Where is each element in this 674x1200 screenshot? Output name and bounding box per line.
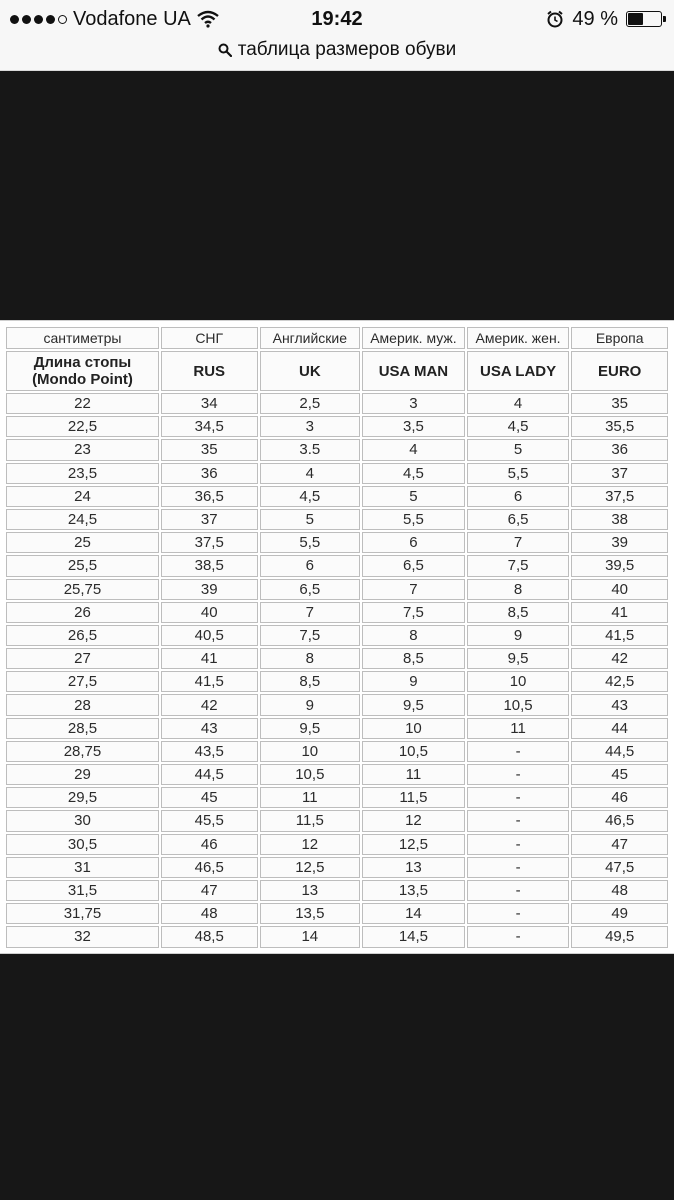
cell-euro: 42: [571, 648, 668, 669]
cell-uk: 12,5: [260, 857, 361, 878]
cell-rus: 45: [161, 787, 258, 808]
cell-euro: 47: [571, 834, 668, 855]
cell-usa-man: 13: [362, 857, 465, 878]
table-row: [6, 903, 668, 924]
header-europe: Европа: [571, 327, 668, 349]
cell-uk: 11: [260, 787, 361, 808]
cell-uk: 13,5: [260, 903, 361, 924]
cell-euro: 37: [571, 463, 668, 484]
table-row: [6, 671, 668, 692]
cell-rus: 43: [161, 718, 258, 739]
header-cis: СНГ: [161, 327, 258, 349]
header-english: Английские: [260, 327, 361, 349]
cell-uk: 5,5: [260, 532, 361, 553]
cell-uk: 12: [260, 834, 361, 855]
table-row: [6, 625, 668, 646]
header-usa-lady: USA LADY: [467, 351, 570, 391]
cell-usa-lady: -: [467, 764, 570, 785]
table-row: [6, 416, 668, 437]
table-row: [6, 439, 668, 460]
header-usa-man: USA MAN: [362, 351, 465, 391]
battery-icon: [626, 11, 662, 27]
cell-uk: 10: [260, 741, 361, 762]
cell-euro: 46: [571, 787, 668, 808]
cell-rus: 47: [161, 880, 258, 901]
cell-euro: 35: [571, 393, 668, 414]
cell-uk: 6,5: [260, 579, 361, 600]
table-row: [6, 555, 668, 576]
cell-rus: 40: [161, 602, 258, 623]
cell-cm: 23,5: [6, 463, 159, 484]
cell-usa-man: 14: [362, 903, 465, 924]
carrier-group: [10, 6, 219, 32]
cell-rus: 41,5: [161, 671, 258, 692]
cell-cm: 24,5: [6, 509, 159, 530]
cell-cm: 30: [6, 810, 159, 831]
search-query-bar[interactable]: [0, 36, 674, 64]
cell-rus: 41: [161, 648, 258, 669]
cell-euro: 39: [571, 532, 668, 553]
signal-icon: [10, 15, 67, 24]
cell-usa-man: 9: [362, 671, 465, 692]
cell-cm: 25,5: [6, 555, 159, 576]
cell-usa-man: 8,5: [362, 648, 465, 669]
cell-euro: 49,5: [571, 926, 668, 947]
table-row: [6, 857, 668, 878]
table-row: [6, 741, 668, 762]
cell-uk: 5: [260, 509, 361, 530]
header-euro: EURO: [571, 351, 668, 391]
cell-usa-lady: 8: [467, 579, 570, 600]
cell-euro: 49: [571, 903, 668, 924]
cell-rus: 34,5: [161, 416, 258, 437]
cell-usa-man: 4,5: [362, 463, 465, 484]
cell-usa-man: 6: [362, 532, 465, 553]
cell-uk: 3: [260, 416, 361, 437]
table-row: [6, 880, 668, 901]
cell-usa-man: 11: [362, 764, 465, 785]
cell-euro: 37,5: [571, 486, 668, 507]
cell-usa-man: 12,5: [362, 834, 465, 855]
header-uk: UK: [260, 351, 361, 391]
cell-usa-lady: -: [467, 810, 570, 831]
shoe-size-table: [4, 325, 670, 950]
cell-euro: 46,5: [571, 810, 668, 831]
cell-uk: 9: [260, 694, 361, 715]
header-row-top: [6, 327, 668, 349]
cell-cm: 22,5: [6, 416, 159, 437]
cell-cm: 31: [6, 857, 159, 878]
cell-usa-lady: 5,5: [467, 463, 570, 484]
wifi-icon: [197, 10, 219, 28]
cell-usa-man: 10,5: [362, 741, 465, 762]
cell-rus: 42: [161, 694, 258, 715]
cell-usa-lady: 8,5: [467, 602, 570, 623]
status-bar: [0, 0, 674, 71]
cell-euro: 43: [571, 694, 668, 715]
cell-cm: 22: [6, 393, 159, 414]
cell-cm: 31,5: [6, 880, 159, 901]
cell-usa-lady: 4: [467, 393, 570, 414]
cell-usa-man: 3,5: [362, 416, 465, 437]
header-row-sub: [6, 351, 668, 391]
table-row: [6, 834, 668, 855]
cell-usa-man: 7: [362, 579, 465, 600]
header-us-men: Америк. муж.: [362, 327, 465, 349]
cell-rus: 37: [161, 509, 258, 530]
table-row: [6, 926, 668, 947]
cell-rus: 36: [161, 463, 258, 484]
cell-usa-man: 5,5: [362, 509, 465, 530]
table-row: [6, 486, 668, 507]
table-row: [6, 509, 668, 530]
status-right-group: [546, 6, 662, 32]
cell-uk: 9,5: [260, 718, 361, 739]
cell-euro: 41: [571, 602, 668, 623]
cell-rus: 38,5: [161, 555, 258, 576]
cell-cm: 29: [6, 764, 159, 785]
cell-cm: 24: [6, 486, 159, 507]
cell-usa-man: 7,5: [362, 602, 465, 623]
cell-usa-lady: -: [467, 880, 570, 901]
cell-rus: 48: [161, 903, 258, 924]
cell-rus: 36,5: [161, 486, 258, 507]
cell-usa-lady: 7: [467, 532, 570, 553]
cell-uk: 10,5: [260, 764, 361, 785]
cell-euro: 48: [571, 880, 668, 901]
cell-rus: 37,5: [161, 532, 258, 553]
cell-uk: 4,5: [260, 486, 361, 507]
cell-rus: 40,5: [161, 625, 258, 646]
cell-usa-man: 10: [362, 718, 465, 739]
cell-cm: 28: [6, 694, 159, 715]
alarm-icon: [546, 10, 564, 28]
cell-uk: 7,5: [260, 625, 361, 646]
cell-uk: 2,5: [260, 393, 361, 414]
cell-usa-lady: 9,5: [467, 648, 570, 669]
table-row: [6, 810, 668, 831]
cell-usa-lady: 9: [467, 625, 570, 646]
search-icon: [218, 43, 232, 57]
cell-usa-man: 6,5: [362, 555, 465, 576]
cell-uk: 3.5: [260, 439, 361, 460]
cell-usa-lady: 10,5: [467, 694, 570, 715]
cell-usa-lady: -: [467, 741, 570, 762]
cell-usa-lady: -: [467, 903, 570, 924]
table-row: [6, 718, 668, 739]
cell-euro: 35,5: [571, 416, 668, 437]
cell-rus: 45,5: [161, 810, 258, 831]
cell-rus: 39: [161, 579, 258, 600]
cell-euro: 41,5: [571, 625, 668, 646]
cell-cm: 25: [6, 532, 159, 553]
carrier-name: Vodafone UA: [73, 8, 191, 30]
cell-cm: 28,5: [6, 718, 159, 739]
cell-euro: 38: [571, 509, 668, 530]
cell-usa-man: 13,5: [362, 880, 465, 901]
shoe-size-table-image: [0, 320, 674, 954]
cell-usa-lady: 11: [467, 718, 570, 739]
cell-uk: 11,5: [260, 810, 361, 831]
cell-cm: 31,75: [6, 903, 159, 924]
clock: 19:42: [311, 8, 363, 30]
cell-rus: 44,5: [161, 764, 258, 785]
header-us-women: Америк. жен.: [467, 327, 570, 349]
cell-uk: 7: [260, 602, 361, 623]
cell-usa-man: 9,5: [362, 694, 465, 715]
cell-uk: 14: [260, 926, 361, 947]
cell-euro: 40: [571, 579, 668, 600]
table-body: [6, 393, 668, 948]
header-cm: сантиметры: [6, 327, 159, 349]
cell-usa-man: 3: [362, 393, 465, 414]
header-foot-length: Длина стопы (Mondo Point): [6, 351, 159, 391]
cell-cm: 25,75: [6, 579, 159, 600]
cell-usa-lady: 4,5: [467, 416, 570, 437]
cell-usa-lady: 10: [467, 671, 570, 692]
cell-euro: 45: [571, 764, 668, 785]
cell-usa-lady: 6: [467, 486, 570, 507]
table-row: [6, 694, 668, 715]
cell-cm: 23: [6, 439, 159, 460]
cell-cm: 29,5: [6, 787, 159, 808]
cell-cm: 28,75: [6, 741, 159, 762]
cell-cm: 27,5: [6, 671, 159, 692]
cell-uk: 6: [260, 555, 361, 576]
cell-euro: 44: [571, 718, 668, 739]
cell-usa-man: 12: [362, 810, 465, 831]
cell-rus: 43,5: [161, 741, 258, 762]
cell-usa-man: 14,5: [362, 926, 465, 947]
cell-uk: 4: [260, 463, 361, 484]
cell-rus: 34: [161, 393, 258, 414]
cell-euro: 36: [571, 439, 668, 460]
header-rus: RUS: [161, 351, 258, 391]
cell-usa-man: 4: [362, 439, 465, 460]
cell-usa-lady: -: [467, 834, 570, 855]
battery-percent: 49 %: [572, 8, 618, 30]
cell-cm: 30,5: [6, 834, 159, 855]
cell-usa-lady: -: [467, 787, 570, 808]
cell-usa-man: 11,5: [362, 787, 465, 808]
battery-level: [628, 13, 643, 25]
cell-euro: 44,5: [571, 741, 668, 762]
table-row: [6, 532, 668, 553]
cell-usa-lady: 6,5: [467, 509, 570, 530]
cell-euro: 39,5: [571, 555, 668, 576]
table-row: [6, 463, 668, 484]
search-query-text: таблица размеров обуви: [237, 39, 457, 60]
table-row: [6, 787, 668, 808]
table-row: [6, 648, 668, 669]
cell-usa-lady: -: [467, 926, 570, 947]
table-row: [6, 602, 668, 623]
table-row: [6, 393, 668, 414]
cell-usa-lady: 5: [467, 439, 570, 460]
cell-rus: 48,5: [161, 926, 258, 947]
cell-cm: 32: [6, 926, 159, 947]
table-row: [6, 764, 668, 785]
table-row: [6, 579, 668, 600]
cell-rus: 46,5: [161, 857, 258, 878]
cell-cm: 26,5: [6, 625, 159, 646]
cell-usa-man: 5: [362, 486, 465, 507]
cell-uk: 13: [260, 880, 361, 901]
cell-rus: 35: [161, 439, 258, 460]
cell-cm: 27: [6, 648, 159, 669]
cell-usa-man: 8: [362, 625, 465, 646]
cell-euro: 42,5: [571, 671, 668, 692]
cell-usa-lady: 7,5: [467, 555, 570, 576]
cell-rus: 46: [161, 834, 258, 855]
cell-uk: 8: [260, 648, 361, 669]
cell-uk: 8,5: [260, 671, 361, 692]
cell-usa-lady: -: [467, 857, 570, 878]
cell-euro: 47,5: [571, 857, 668, 878]
cell-cm: 26: [6, 602, 159, 623]
